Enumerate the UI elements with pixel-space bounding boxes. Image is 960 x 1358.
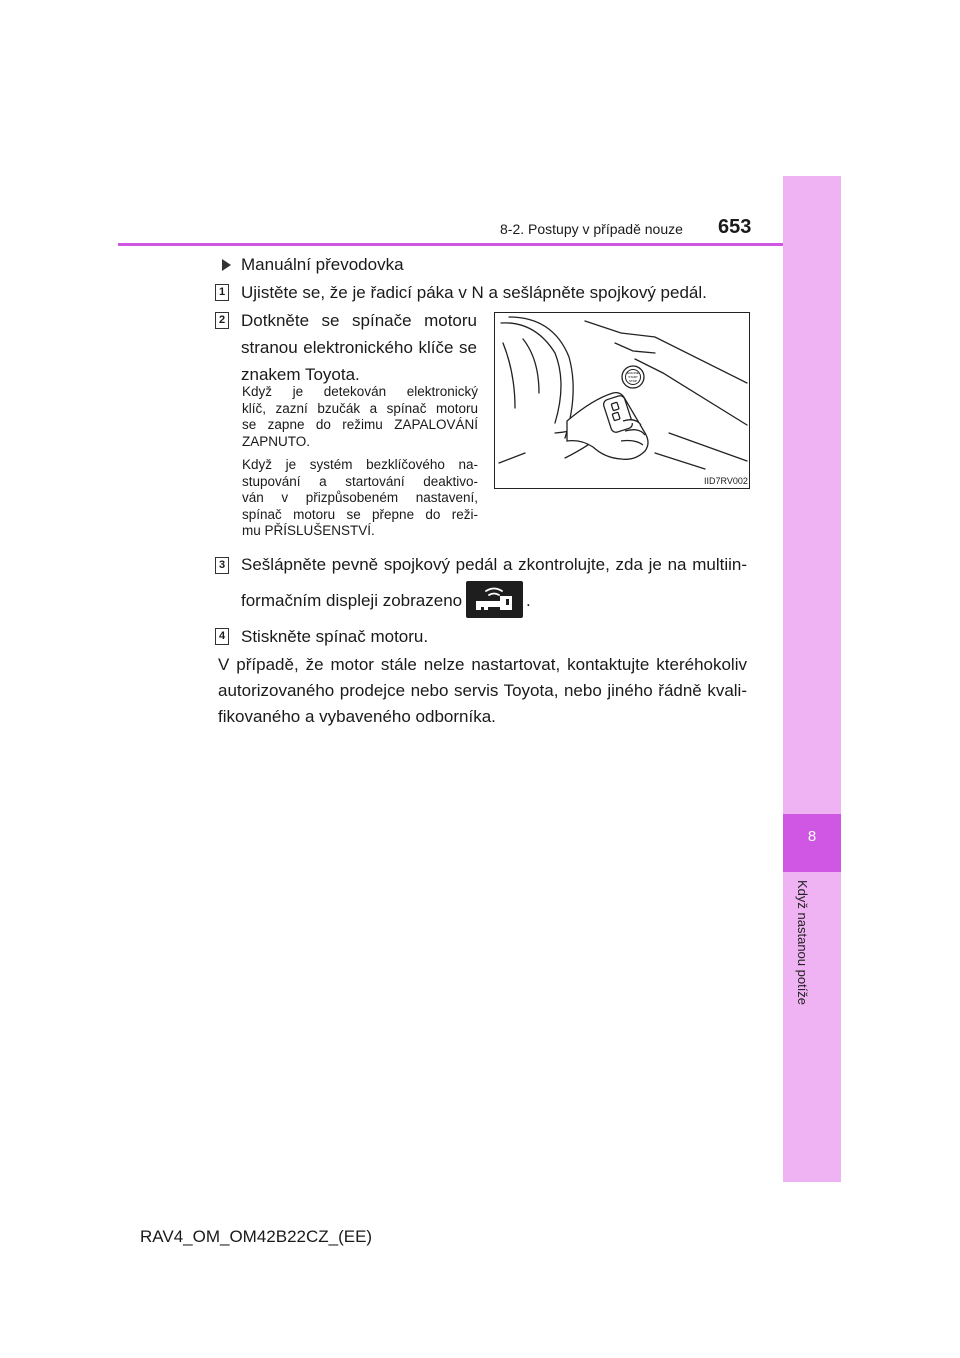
engine-switch-text-1: ENGINE [627, 371, 639, 375]
step-2-note-1 [242, 384, 478, 450]
note-line: Když je detekován elektronický [242, 384, 478, 399]
header-section-title: 8-2. Postupy v případě nouze [500, 221, 683, 237]
note-line: ZAPNUTO. [242, 433, 311, 449]
step-2-line: znakem Toyota. [241, 365, 360, 384]
engine-switch-text-3: STOP [628, 379, 638, 383]
chapter-number: 8 [807, 828, 817, 845]
closing-line: autorizovaného prodejce nebo servis Toyota, nebo jiného řádně kvali- [218, 681, 747, 700]
step-2-line: Dotkněte se spínače motoru [241, 311, 477, 330]
hand-with-key-icon [567, 393, 648, 460]
footer-document-code: RAV4_OM_OM42B22CZ_(EE) [140, 1227, 373, 1246]
illustration-code: IID7RV002 [704, 476, 748, 486]
bullet-triangle-icon [222, 259, 231, 271]
step-2-note-2 [242, 457, 478, 540]
note-line: se zapne do režimu ZAPALOVÁNÍ [242, 417, 478, 432]
note-line: klíč, zazní bzučák a spínač motoru [242, 400, 478, 416]
key-display-indicator [466, 581, 523, 618]
note-line: spínač motoru se přepne do reži- [242, 506, 478, 522]
step-2-line: stranou elektronického klíče se [241, 338, 477, 357]
chapter-tab-strip [783, 176, 841, 1182]
page-number: 653 [718, 216, 752, 238]
note-line: ván v přizpůsobeném nastavení, [242, 490, 478, 505]
step-1-text: Ujistěte se, že je řadicí páka v N a sešlápněte spojkový pedál. [241, 283, 707, 302]
step-3-text-end: . [526, 591, 531, 610]
step-2-text [241, 307, 477, 388]
note-line: Když je systém bezklíčového na- [242, 457, 478, 472]
chapter-label: Když nastanou potíže [795, 880, 810, 1006]
section-heading: Manuální převodovka [241, 255, 404, 274]
step-number-1: 1 [215, 284, 229, 301]
header-rule [118, 243, 783, 246]
engine-switch-text-2: START [628, 375, 638, 379]
note-line: mu PŘÍSLUŠENSTVÍ. [242, 523, 375, 538]
key-indicator-icon [466, 581, 523, 618]
step-3-text-line2: formačním displeji zobrazeno [241, 591, 463, 610]
illustration-key-touch-engine-switch [494, 312, 750, 489]
step-3-text-line1: Sešlápněte pevně spojkový pedál a zkontrolujte, zda je na multiin- [241, 555, 747, 574]
closing-line: V případě, že motor stále nelze nastartovat, kontaktujte kteréhokoliv [218, 655, 747, 674]
step-number-3: 3 [215, 557, 229, 574]
step-number-2: 2 [215, 312, 229, 329]
closing-line: fikovaného a vybaveného odborníka. [218, 707, 496, 726]
illustration-drawing [495, 313, 749, 488]
step-4-text: Stiskněte spínač motoru. [241, 627, 429, 646]
step-number-4: 4 [215, 628, 229, 645]
note-line: stupování a startování deaktivo- [242, 473, 478, 489]
closing-paragraph [218, 652, 747, 730]
